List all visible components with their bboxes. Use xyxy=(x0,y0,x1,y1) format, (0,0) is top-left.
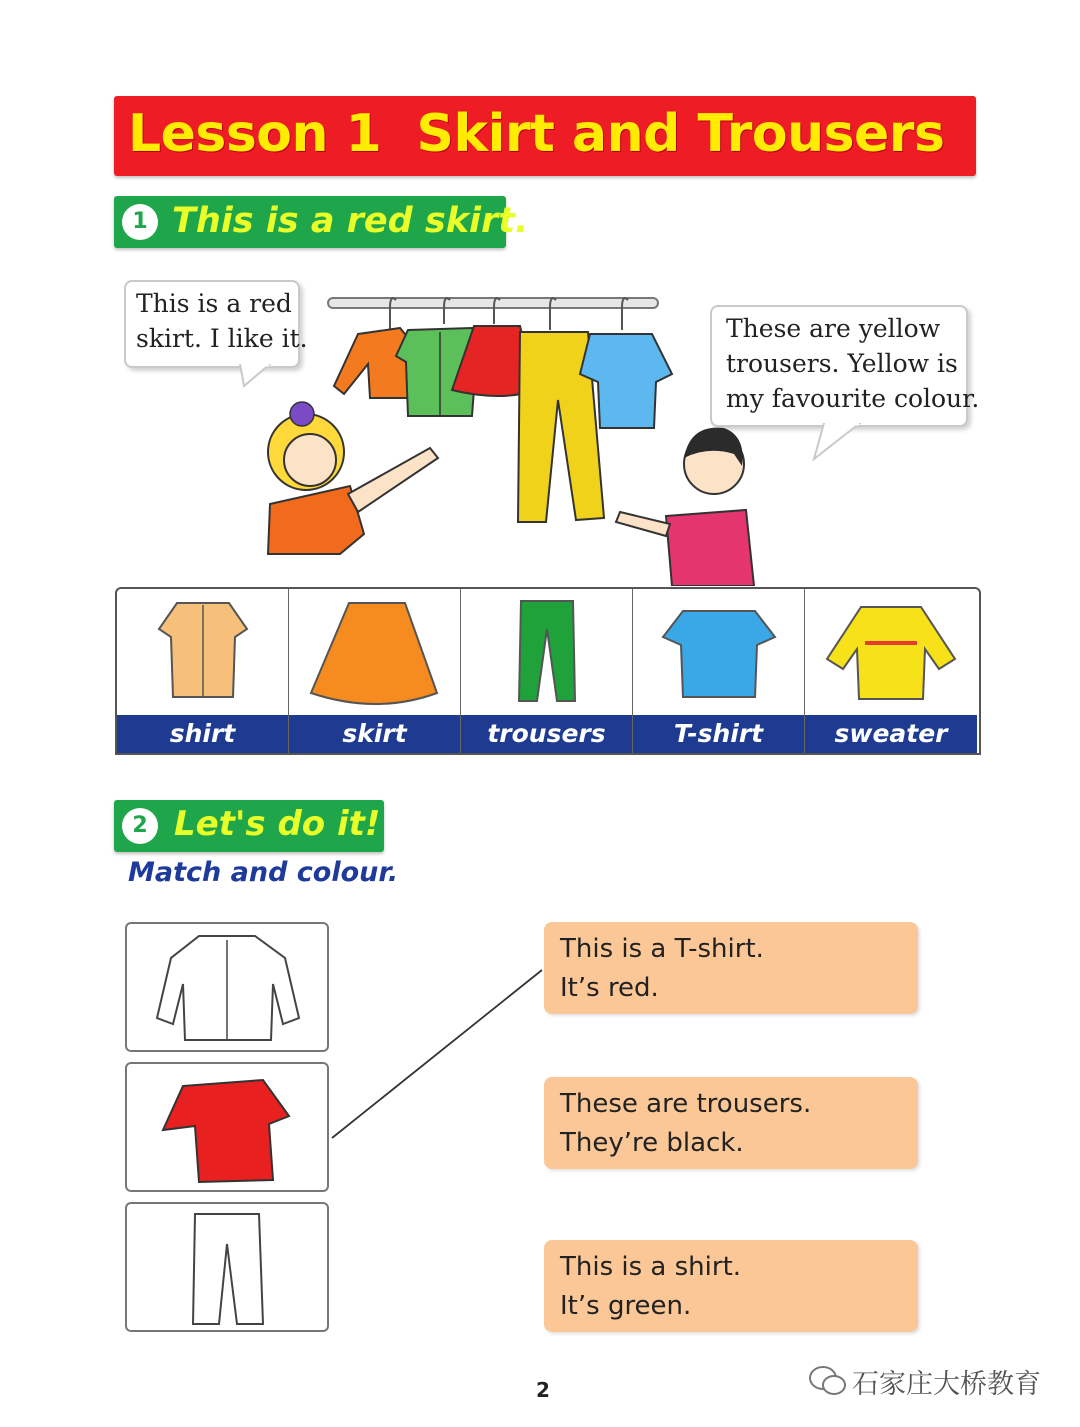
vocab-cell-skirt xyxy=(289,589,461,753)
sentence-card-trousers[interactable] xyxy=(544,1077,918,1169)
match-line xyxy=(328,966,548,1142)
red-tshirt-picture xyxy=(127,1064,327,1190)
watermark-text: 石家庄大桥教育 xyxy=(852,1369,1041,1400)
vocabulary-strip xyxy=(115,587,981,755)
vocab-cell-shirt xyxy=(117,589,289,753)
card-line: This is a shirt. xyxy=(560,1252,742,1282)
vocab-cell-tshirt xyxy=(633,589,805,753)
trousers-outline-picture xyxy=(127,1204,327,1330)
shirt-outline-picture xyxy=(127,924,327,1050)
card-line: It’s green. xyxy=(560,1291,692,1321)
section-1-number: 1 xyxy=(122,204,158,240)
page-number: 2 xyxy=(536,1378,550,1402)
card-line: They’re black. xyxy=(560,1128,744,1158)
skirt-picture xyxy=(289,589,461,715)
match-picture-tshirt[interactable] xyxy=(125,1062,329,1192)
card-line: It’s red. xyxy=(560,973,659,1003)
section-1-heading: This is a red skirt. xyxy=(172,201,529,241)
shirt-picture xyxy=(117,589,289,715)
match-picture-trousers[interactable] xyxy=(125,1202,329,1332)
section-2-heading: Let's do it! xyxy=(174,804,381,844)
vocab-label: trousers xyxy=(461,715,632,753)
section-2-instruction: Match and colour. xyxy=(128,857,399,888)
tshirt-picture xyxy=(633,589,805,715)
vocab-cell-trousers xyxy=(461,589,633,753)
girl-bubble-line: skirt. I like it. xyxy=(136,324,308,353)
wechat-icon xyxy=(808,1364,848,1398)
card-line: These are trousers. xyxy=(560,1089,812,1119)
match-picture-shirt[interactable] xyxy=(125,922,329,1052)
vocab-cell-sweater xyxy=(805,589,977,753)
vocab-label: shirt xyxy=(117,715,288,753)
section-2-number: 2 xyxy=(122,808,158,844)
boy-bubble-line: These are yellow xyxy=(726,314,941,343)
girl-bubble-line: This is a red xyxy=(136,289,292,318)
sentence-card-tshirt[interactable] xyxy=(544,922,918,1014)
clothes-rack-illustration xyxy=(240,290,760,586)
trousers-picture xyxy=(461,589,633,715)
boy-bubble-line: my favourite colour. xyxy=(726,384,980,413)
sentence-card-shirt[interactable] xyxy=(544,1240,918,1332)
card-line: This is a T-shirt. xyxy=(560,934,764,964)
vocab-label: T-shirt xyxy=(633,715,804,753)
sweater-picture xyxy=(805,589,977,715)
boy-bubble-tail xyxy=(810,423,870,463)
vocab-label: sweater xyxy=(805,715,977,753)
lesson-title: Lesson 1 Skirt and Trousers xyxy=(128,104,945,164)
vocab-label: skirt xyxy=(289,715,460,753)
boy-bubble-line: trousers. Yellow is xyxy=(726,349,958,378)
